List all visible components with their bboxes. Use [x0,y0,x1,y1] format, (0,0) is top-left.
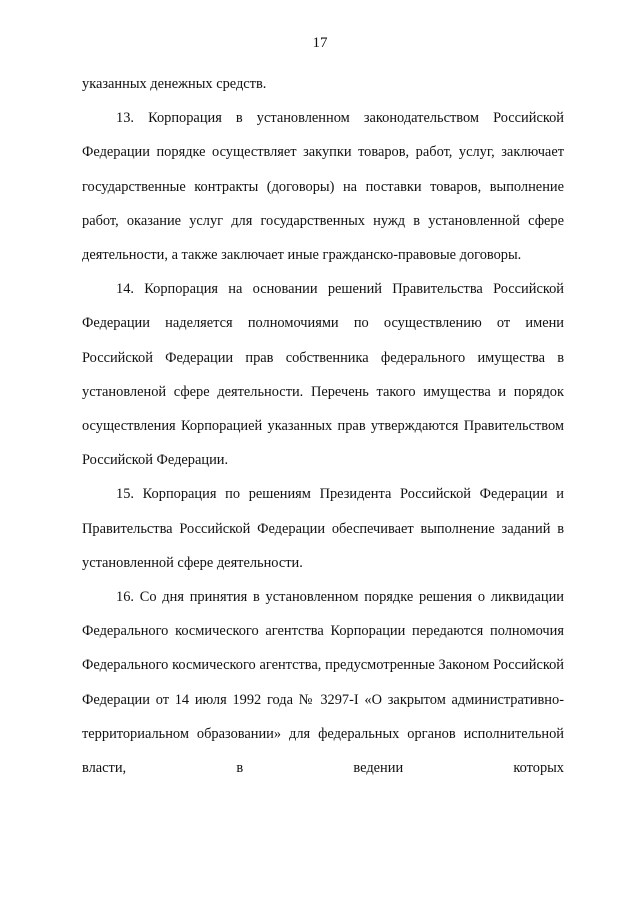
paragraph-14: 14. Корпорация на основании решений Правительства Российской Федерации наделяется полномочиями по осуществлению от имени Российской Федерации прав собственника федерального имущества в установленой сфере деятельности. Перечень такого имущества и порядок осуществления Корпорацией указанных прав утверждаются Правительством Российской Федерации. [82,281,564,469]
document-body [82,67,564,785]
page-number: 17 [312,35,328,51]
paragraph-continuation: указанных денежных средств. [82,76,267,92]
paragraph-15: 15. Корпорация по решениям Президента Российской Федерации и Правительства Российской Федерации обеспечивает выполнение заданий в установленной сфере деятельности. [82,486,564,571]
paragraph-16: 16. Со дня принятия в установленном порядке решения о ликвидации Федерального космического агентства Корпорации передаются полномочия Федерального космического агентства, предусмотренные Законом Российской Федерации от 14 июля 1992 года № 3297-I «О закрытом административно-территориальном образовании» для федеральных органов исполнительной власти, в ведении которых [82,589,564,777]
paragraph-13: 13. Корпорация в установленном законодательством Российской Федерации порядке осуществляет закупки товаров, работ, услуг, заключает государственные контракты (договоры) на поставки товаров, выполнение работ, оказание услуг для государственных нужд в установленной сфере деятельности, а также заключает иные гражданско-правовые договоры. [82,110,564,264]
